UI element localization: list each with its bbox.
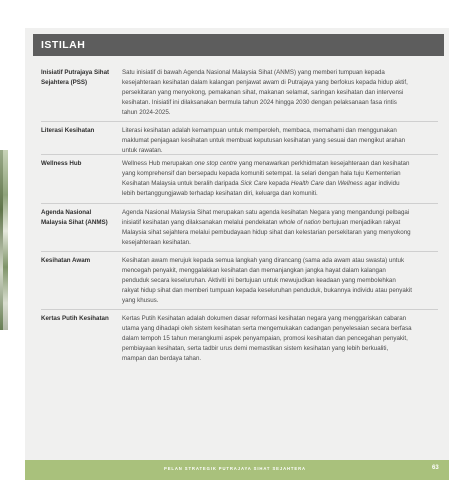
glossary-row <box>41 256 438 306</box>
row-divider <box>41 154 438 155</box>
row-divider <box>41 309 438 310</box>
definition-text: Wellness Hub merupakan <box>122 160 195 167</box>
row-divider <box>41 203 438 204</box>
glossary-definition: Kesihatan awam merujuk kepada semua langkah yang dirancang (sama ada awam atau swasta) untuk mencegah penyakit, menggalakkan kesihatan dan memanjangkan jangka hayat dalam kalangan penduduk secara keseluruhan. Aktiviti ini bertujuan untuk mewujudkan keadaan yang membolehkan rakyat hidup sihat dan memberi tumpuan kepada keseluruhan penduduk, bukannya individu atau penyakit yang khusus. <box>122 257 412 304</box>
glossary-term: Inisiatif Putrajaya Sihat Sejahtera (PSS) <box>41 69 110 86</box>
row-divider <box>41 251 438 252</box>
definition-italic: Wellness <box>337 180 363 187</box>
definition-italic: Sick Care <box>240 180 268 187</box>
definition-text: Agenda Nasional Malaysia Sihat merupakan satu agenda kesihatan Negara yang mengandungi pelbagai inisiatif kesihatan yang dilaksanakan melalui pendekatan <box>122 209 410 226</box>
glossary-term: Literasi Kesihatan <box>41 127 95 134</box>
definition-italic: Health Care <box>290 180 324 187</box>
row-divider <box>41 121 438 122</box>
glossary-row <box>41 314 438 364</box>
definition-italic: one stop centre <box>194 160 238 167</box>
glossary-term: Agenda Nasional Malaysia Sihat (ANMS) <box>41 209 108 226</box>
footer-title: PELAN STRATEGIK PUTRAJAYA SIHAT SEJAHTERA <box>164 466 306 471</box>
glossary-definition: Kertas Putih Kesihatan adalah dokumen dasar reformasi kesihatan negara yang menggariskan cabaran utama yang dihadapi oleh sistem kesihatan serta mengemukakan cadangan penyelesaian secara berfasa dalam tempoh 15 tahun merangkumi aspek penyampaian, promosi kesihatan dan pencegahan penyakit, pembiayaan kesihatan, serta tadbir urus demi memastikan sistem kesihatan yang lebih berkualiti, mampan dan berdaya tahan. <box>122 315 412 362</box>
definition-text: yang menawarkan perkhidmatan kesejahteraan dan kesihatan yang komprehensif dan bersepadu kepada komuniti setempat. Ia selari dengan hala tuju Kementerian Kesihatan Malaysia untuk beralih daripada <box>122 160 410 187</box>
glossary-row <box>41 68 438 118</box>
background-photo-edge-dark <box>0 150 3 330</box>
page-number: 63 <box>432 465 439 471</box>
glossary-term: Kesihatan Awam <box>41 257 91 264</box>
definition-text: kepada <box>267 180 291 187</box>
glossary-definition <box>122 159 412 199</box>
glossary-definition: Satu inisiatif di bawah Agenda Nasional Malaysia Sihat (ANMS) yang memberi tumpuan kepada kesejahteraan kesihatan dalam kalangan penjawat awam di Putrajaya yang berfokus kepada hidup aktif, persekitaran yang menyokong, pemakanan sihat, makanan selamat, saringan kesihatan dan intervensi kesihatan. Inisiatif ini dilaksanakan bermula tahun 2024 hingga 2030 dengan pelaksanaan fasa rintis tahun 2024-2025. <box>122 69 408 116</box>
glossary-row <box>41 126 438 156</box>
definition-text: agar individu lebih bertanggungjawab terhadap kesihatan diri, keluarga dan komuniti. <box>122 180 400 197</box>
glossary-definition <box>122 208 412 248</box>
definition-text: bertujuan menjadikan rakyat Malaysia sihat sejahtera melalui pembudayaan hidup sihat dan kelestarian persekitaran yang menyokong kesejahteraan kesihatan. <box>122 219 411 246</box>
glossary-row <box>41 208 438 248</box>
definition-text: dan <box>323 180 338 187</box>
glossary-term: Kertas Putih Kesihatan <box>41 315 109 322</box>
definition-italic: whole of nation <box>279 219 321 226</box>
glossary-term: Wellness Hub <box>41 160 82 167</box>
glossary-definition: Literasi kesihatan adalah kemampuan untuk memperoleh, membaca, memahami dan menggunakan maklumat penjagaan kesihatan untuk membuat keputusan kesihatan yang sesuai dan mengikut arahan untuk rawatan. <box>122 127 406 154</box>
glossary-row <box>41 159 438 199</box>
section-title: ISTILAH <box>33 34 444 56</box>
